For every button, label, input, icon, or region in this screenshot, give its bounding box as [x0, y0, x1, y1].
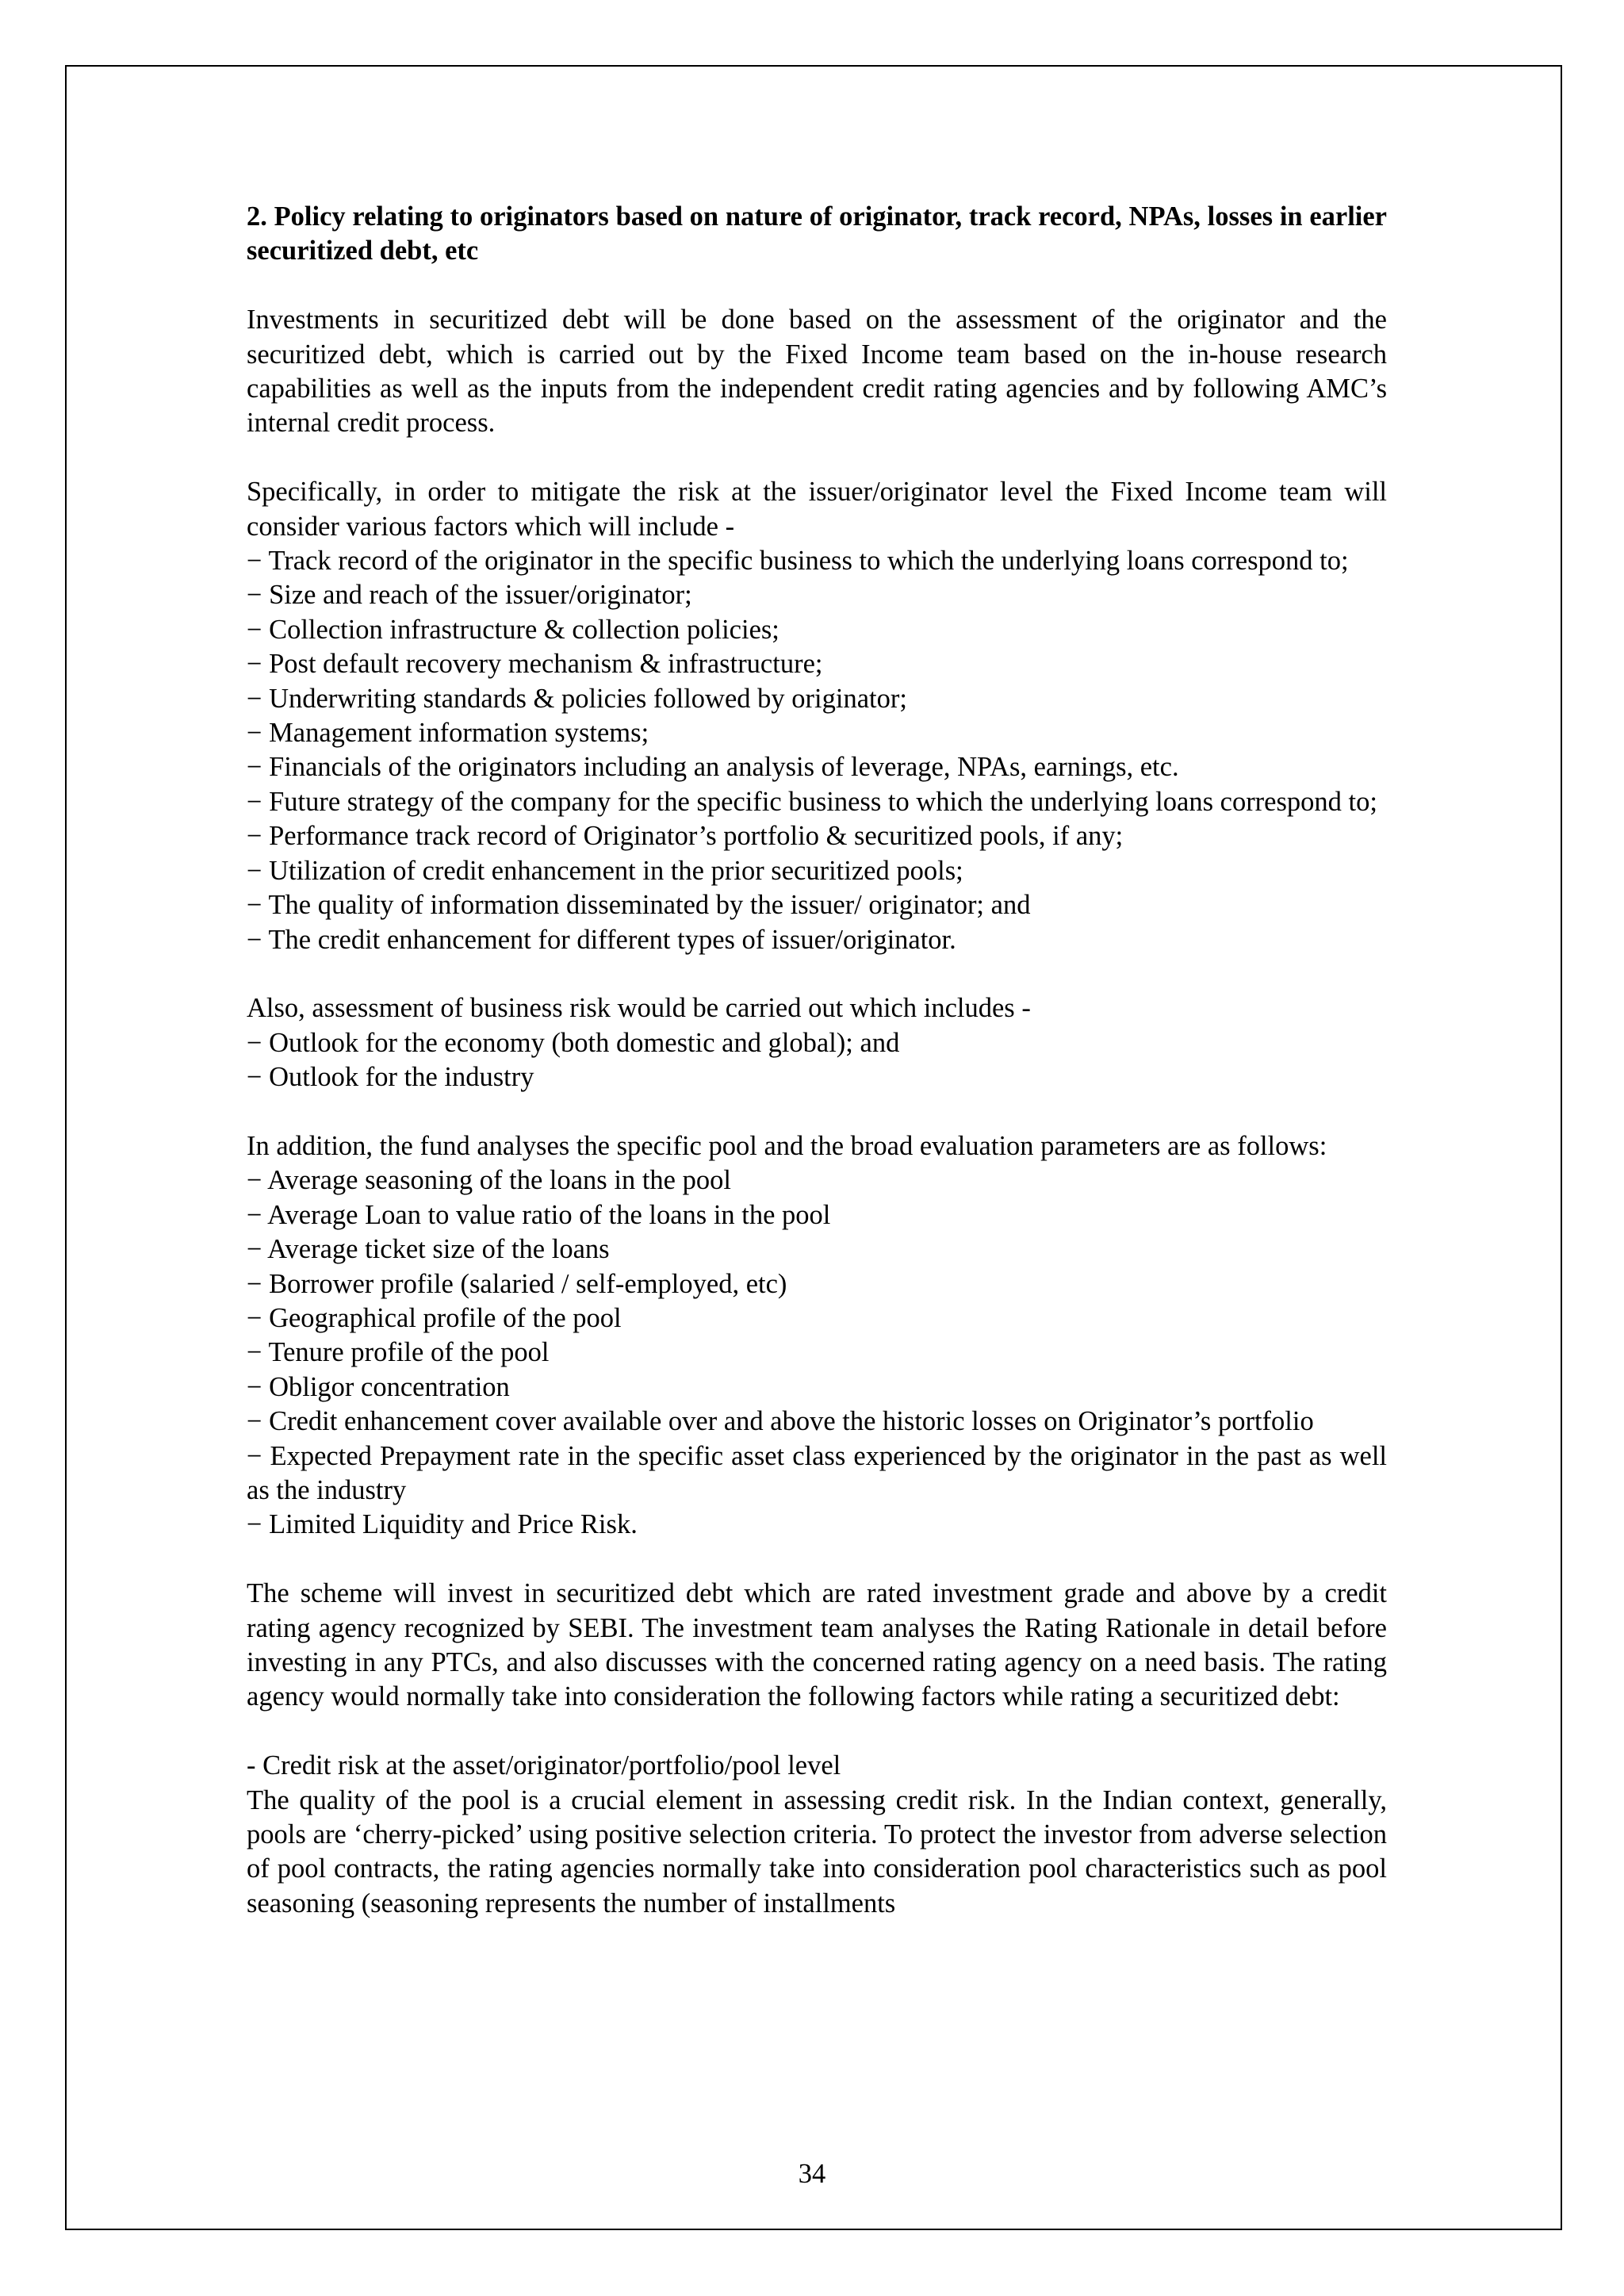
spacer: [247, 1095, 1387, 1129]
originator-factors-list: [247, 544, 1387, 957]
list-item: − Performance track record of Originator’s portfolio & securitized pools, if any;: [247, 821, 1124, 852]
list-item: − Outlook for the industry: [247, 1062, 534, 1093]
list-item: − Post default recovery mechanism & infrastructure;: [247, 649, 823, 680]
section-heading: 2. Policy relating to originators based on nature of originator, track record, NPAs, losses in earlier securitized debt, etc: [247, 201, 1387, 266]
list-item: − The credit enhancement for different types of issuer/originator.: [247, 924, 956, 955]
list-item: − Underwriting standards & policies followed by originator;: [247, 683, 907, 714]
list-item: − Tenure profile of the pool: [247, 1337, 550, 1368]
list-item: − Average seasoning of the loans in the pool: [247, 1165, 731, 1196]
business-risk-list: [247, 1026, 1387, 1095]
list-item: − Credit enhancement cover available over and above the historic losses on Originator’s portfolio: [247, 1406, 1314, 1437]
list-item: − Average ticket size of the loans: [247, 1234, 610, 1265]
spacer: [247, 957, 1387, 991]
list-item: − Geographical profile of the pool: [247, 1302, 622, 1333]
paragraph-pool-analysis: In addition, the fund analyses the specific pool and the broad evaluation parameters are as follows:: [247, 1130, 1327, 1161]
list-item: − The quality of information disseminated by the issuer/ originator; and: [247, 890, 1031, 921]
credit-risk-subheading: - Credit risk at the asset/originator/portfolio/pool level: [247, 1750, 841, 1781]
list-item: − Expected Prepayment rate in the specific asset class experienced by the originator in the past as well as the industry: [247, 1440, 1387, 1505]
list-item: − Management information systems;: [247, 718, 649, 749]
spacer: [247, 269, 1387, 303]
list-item: − Size and reach of the issuer/originator;: [247, 580, 692, 611]
spacer: [247, 1715, 1387, 1749]
document-body: [247, 200, 1387, 1921]
list-item: − Financials of the originators including an analysis of leverage, NPAs, earnings, etc.: [247, 752, 1179, 783]
paragraph-pool-quality: The quality of the pool is a crucial element in assessing credit risk. In the Indian context, generally, pools are ‘cherry-picked’ using positive selection criteria. To protect the investor from adverse selection of pool contracts, the rating agencies normally take into consideration pool characteristics such as pool seasoning (seasoning represents the number of installments: [247, 1784, 1387, 1918]
list-item: − Outlook for the economy (both domestic and global); and: [247, 1027, 900, 1058]
spacer: [247, 441, 1387, 475]
list-item: − Future strategy of the company for the specific business to which the underlying loans correspond to;: [247, 786, 1377, 817]
list-item: − Track record of the originator in the specific business to which the underlying loans correspond to;: [247, 546, 1349, 577]
paragraph-business-risk: Also, assessment of business risk would be carried out which includes -: [247, 993, 1031, 1024]
list-item: − Limited Liquidity and Price Risk.: [247, 1509, 638, 1540]
list-item: − Average Loan to value ratio of the loans in the pool: [247, 1199, 831, 1230]
paragraph-specifically: Specifically, in order to mitigate the risk at the issuer/originator level the Fixed Income team will consider various factors which will include -: [247, 477, 1387, 542]
paragraph-rating: The scheme will invest in securitized debt which are rated investment grade and above by a credit rating agency recognized by SEBI. The investment team analyses the Rating Rationale in detail before investing in any PTCs, and also discusses with the concerned rating agency on a need basis. The rating agency would normally take into consideration the following factors while rating a securitized debt:: [247, 1578, 1387, 1712]
list-item: − Collection infrastructure & collection policies;: [247, 614, 779, 645]
paragraph-investments: Investments in securitized debt will be done based on the assessment of the originator and the securitized debt, which is carried out by the Fixed Income team based on the in-house research capabilities as well as the inputs from the independent credit rating agencies and by following AMC’s internal credit process.: [247, 305, 1387, 439]
list-item: − Obligor concentration: [247, 1371, 510, 1402]
page-number: 34: [798, 2159, 826, 2189]
pool-parameters-list: [247, 1163, 1387, 1542]
list-item: − Utilization of credit enhancement in the prior securitized pools;: [247, 855, 963, 886]
spacer: [247, 1543, 1387, 1577]
list-item: − Borrower profile (salaried / self-employed, etc): [247, 1268, 787, 1299]
